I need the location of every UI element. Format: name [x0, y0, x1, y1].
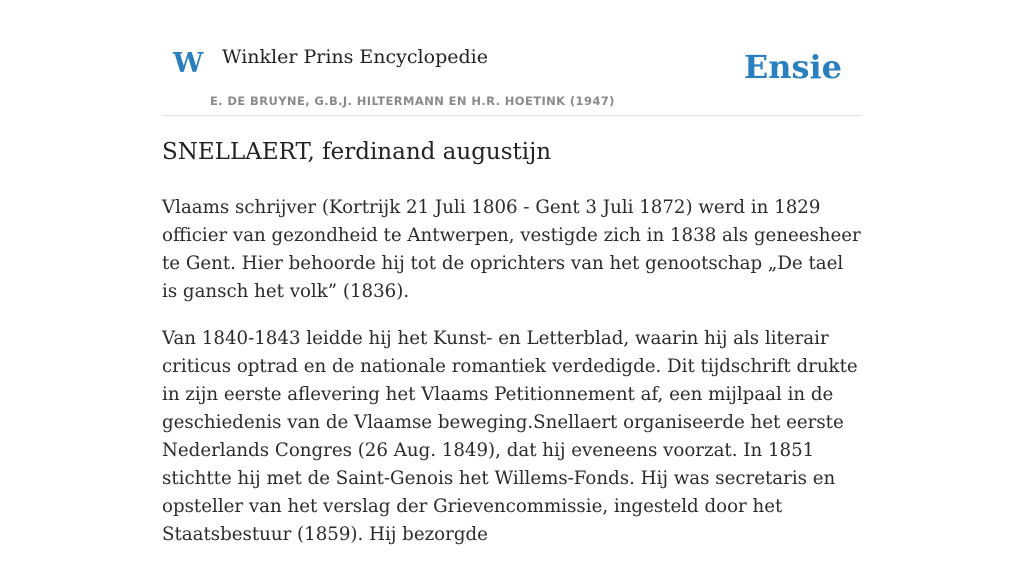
- article-title: SNELLAERT, ferdinand augustijn: [162, 139, 552, 165]
- article-paragraph: Van 1840-1843 leidde hij het Kunst- en Letterblad, waarin hij als literair criticus optrad en de nationale romantiek verdedigde. Dit tijdschrift drukte in zijn eerste aflevering het Vlaams Petitionnement af, een mijlpaal in de geschiedenis van de Vlaamse beweging.Snellaert organiseerde het eerste Nederlands Congres (26 Aug. 1849), dat hij eveneens voorzat. In 1851 stichtte hij met de Saint-Genois het Willems-Fonds. Hij was secretaris en opsteller van het verslag der Grievencommissie, ingesteld door het Staatsbestuur (1859). Hij bezorgde: [162, 327, 858, 545]
- source-logo-icon[interactable]: W: [173, 48, 204, 79]
- article: [162, 138, 862, 568]
- source-title[interactable]: Winkler Prins Encyclopedie: [222, 46, 488, 68]
- article-paragraph: Vlaams schrijver (Kortrijk 21 Juli 1806 - Gent 3 Juli 1872) werd in 1829 officier van gezondheid te Antwerpen, vestigde zich in 1838 als geneesheer te Gent. Hier behoorde hij tot de oprichters van het genootschap „De tael is gansch het volk” (1836).: [162, 196, 861, 302]
- header: [162, 0, 862, 116]
- brand-logo[interactable]: Ensie: [743, 48, 842, 86]
- source-authors: E. DE BRUYNE, G.B.J. HILTERMANN EN H.R. HOETINK (1947): [210, 94, 615, 108]
